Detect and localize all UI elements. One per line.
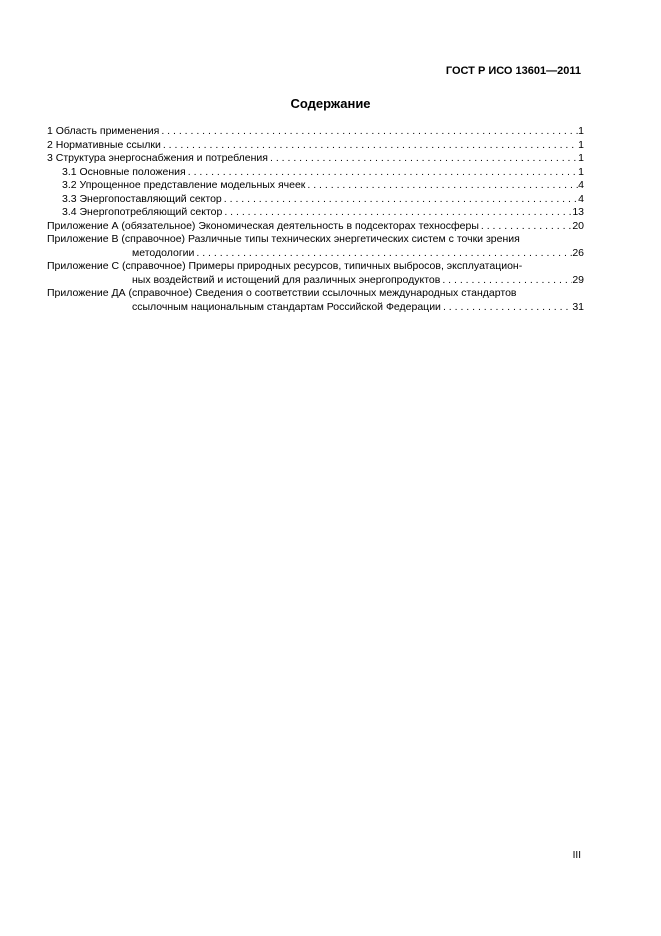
- toc-leader: [194, 247, 572, 261]
- toc-page-number: 1: [578, 125, 584, 137]
- toc-entry-text: 3.1 Основные положения: [62, 165, 186, 178]
- toc-entry-continuation: [47, 247, 584, 261]
- toc-subentry[interactable]: [47, 206, 584, 220]
- toc-entry-continuation: [47, 301, 584, 315]
- toc-page-number: 1: [578, 138, 584, 151]
- toc-page-number: 13: [572, 206, 584, 218]
- toc-leader: [222, 206, 572, 220]
- toc-entry-continuation: [47, 274, 584, 288]
- toc-entry[interactable]: [47, 125, 584, 139]
- toc-entry-text-line1: Приложение В (справочное) Различные типы технических энергетических систем с точки зрения: [47, 233, 520, 245]
- toc-subentry[interactable]: [47, 166, 584, 180]
- table-of-contents: [47, 125, 584, 314]
- toc-leader: [440, 274, 572, 288]
- toc-entry-text: ссылочным национальным стандартам Российской Федерации: [132, 300, 441, 313]
- toc-entry-text: 2 Нормативные ссылки: [47, 138, 161, 151]
- toc-entry[interactable]: [47, 139, 584, 153]
- toc-entry-text: 3.2 Упрощенное представление модельных ячеек: [62, 179, 306, 191]
- toc-leader: [161, 139, 578, 153]
- toc-leader: [479, 220, 572, 234]
- toc-page-number: 29: [572, 273, 584, 286]
- toc-leader: [186, 166, 578, 180]
- toc-page-number: 31: [572, 300, 584, 313]
- toc-entry-text: 3.4 Энергопотребляющий сектор: [62, 206, 223, 218]
- toc-subentry[interactable]: [47, 179, 584, 193]
- toc-entry-text: 3 Структура энергоснабжения и потребления: [47, 152, 268, 164]
- page-number: III: [572, 850, 581, 861]
- toc-entry-text: Приложение А (обязательное) Экономическая деятельность в подсекторах техносферы: [47, 219, 479, 232]
- standard-designation: ГОСТ Р ИСО 13601—2011: [445, 65, 581, 77]
- toc-appendix-entry[interactable]: [47, 287, 584, 314]
- toc-leader: [305, 179, 578, 193]
- toc-title: Содержание: [290, 96, 371, 111]
- toc-subentry[interactable]: [47, 193, 584, 207]
- toc-page-number: 1: [578, 165, 584, 178]
- toc-appendix-entry[interactable]: [47, 260, 584, 287]
- toc-appendix-entry[interactable]: [47, 220, 584, 234]
- toc-page-number: 20: [572, 219, 584, 232]
- toc-page-number: 1: [578, 152, 584, 164]
- toc-entry-text: 1 Область применения: [47, 125, 160, 137]
- toc-entry-text: 3.3 Энергопоставляющий сектор: [62, 192, 222, 205]
- toc-page-number: 26: [572, 246, 584, 259]
- toc-entry-text-line1: Приложение ДА (справочное) Сведения о соответствии ссылочных международных стандартов: [47, 287, 517, 299]
- toc-leader: [441, 301, 572, 315]
- toc-entry-text-line1: Приложение С (справочное) Примеры природных ресурсов, типичных выбросов, эксплуатацион-: [47, 260, 523, 272]
- toc-entry-text: методологии: [132, 246, 195, 259]
- toc-page-number: 4: [578, 192, 584, 205]
- toc-leader: [159, 125, 578, 139]
- toc-appendix-entry[interactable]: [47, 233, 584, 260]
- toc-entry[interactable]: [47, 152, 584, 166]
- toc-leader: [268, 152, 578, 166]
- toc-leader: [222, 193, 578, 207]
- toc-page-number: 4: [578, 179, 584, 191]
- toc-entry-text: ных воздействий и истощений для различных энергопродуктов: [132, 273, 441, 286]
